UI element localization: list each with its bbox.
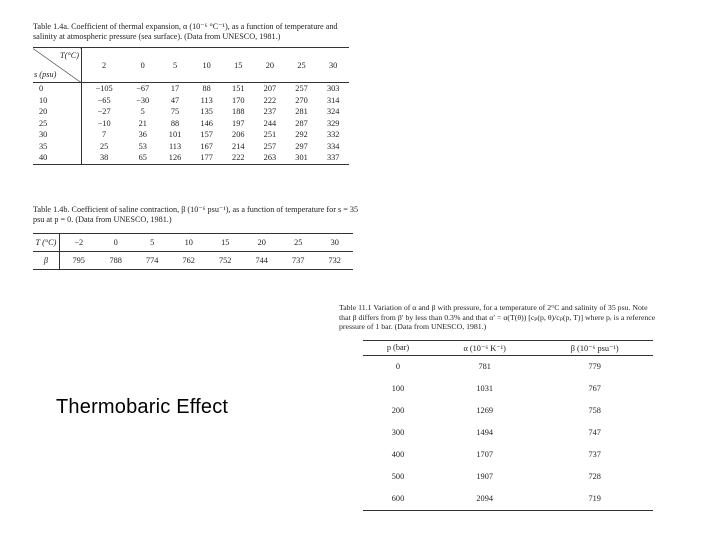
table-cell: 75 — [170, 107, 180, 117]
slide-title: Thermobaric Effect — [56, 396, 229, 418]
table-cell: 5 — [134, 234, 171, 252]
table-cell: 157 — [200, 130, 213, 140]
table-cell: 747 — [588, 428, 601, 438]
table-cell: 0 — [97, 234, 134, 252]
table-cell: 758 — [588, 406, 601, 416]
row-label-cell: 25 — [39, 118, 48, 128]
row-label-cell: 200 — [391, 406, 405, 416]
table-header-row — [33, 48, 349, 83]
header-cell: p (bar) — [363, 340, 433, 355]
table-cell: 222 — [232, 153, 245, 163]
table-1-4a — [33, 22, 353, 165]
row-label-cell: 0 — [395, 362, 401, 372]
table-cell: 88 — [202, 84, 211, 94]
table-cell: 257 — [263, 141, 277, 151]
header-cell: 25 — [286, 48, 318, 83]
table-cell: 257 — [295, 84, 308, 94]
table-cell: 732 — [328, 256, 341, 265]
table-cell: 762 — [182, 256, 195, 265]
table-cell: 1707 — [476, 450, 493, 460]
table-1-4b — [33, 205, 363, 270]
table-row — [363, 400, 653, 422]
table-cell: 292 — [295, 130, 308, 140]
table-cell: −10 — [82, 118, 127, 130]
table-cell: 15 — [207, 234, 244, 252]
table-cell: 36 — [138, 130, 147, 140]
table-cell: 167 — [200, 141, 213, 151]
table-cell: 126 — [168, 153, 182, 163]
row-label-cell: 600 — [391, 494, 405, 504]
table-row — [363, 466, 653, 488]
table-row — [363, 444, 653, 466]
header-cell: 2 — [82, 48, 127, 83]
table-row — [33, 106, 349, 118]
table-cell: 719 — [588, 494, 601, 504]
header-cell: 15 — [222, 48, 254, 83]
table-cell: 1907 — [476, 472, 493, 482]
table-cell: 188 — [232, 107, 245, 117]
table-cell: 297 — [295, 141, 308, 151]
temperature-row-label: T (°C) — [33, 234, 60, 252]
saline-contraction-table — [33, 233, 353, 270]
table-cell: 1031 — [476, 384, 493, 394]
table-cell: 781 — [478, 362, 491, 372]
table-cell: 135 — [200, 107, 213, 117]
table-cell: 263 — [263, 153, 277, 163]
temperature-axis-label: T(°C) — [60, 51, 79, 60]
table-11-1 — [339, 303, 657, 511]
table-cell: 774 — [145, 256, 159, 265]
table-cell: 251 — [263, 130, 277, 140]
table-row — [363, 422, 653, 444]
table-cell: 197 — [232, 118, 245, 128]
table-row — [33, 95, 349, 107]
table-cell: 101 — [168, 130, 182, 140]
beta-row-label: β — [33, 252, 60, 270]
table-row — [33, 152, 349, 164]
table-cell: 287 — [295, 118, 308, 128]
table-cell: 332 — [326, 130, 340, 140]
header-cell: 5 — [159, 48, 191, 83]
table-row — [363, 378, 653, 400]
table-cell: 767 — [588, 384, 601, 394]
table-cell: 17 — [170, 84, 180, 94]
table-cell: 329 — [326, 118, 340, 128]
table-cell: 206 — [232, 130, 245, 140]
header-cell: 30 — [317, 48, 349, 83]
table-row — [33, 141, 349, 153]
table-cell: 25 — [82, 141, 127, 153]
table-cell: 207 — [263, 84, 277, 94]
table-cell: −2 — [60, 234, 98, 252]
header-cell: 0 — [126, 48, 159, 83]
table-cell: 737 — [291, 256, 305, 265]
table-cell: 752 — [218, 256, 232, 265]
table-cell: 281 — [295, 107, 308, 117]
table-cell: −105 — [82, 83, 127, 95]
table-cell: 728 — [588, 472, 601, 482]
table-cell: 314 — [326, 95, 340, 105]
table-cell: −65 — [82, 95, 127, 107]
table-cell: 38 — [82, 152, 127, 164]
thermal-expansion-table — [33, 47, 349, 165]
row-label-cell: 0 — [39, 84, 44, 94]
table-cell: 303 — [326, 84, 340, 94]
header-cell: β (10⁻⁶ psu⁻¹) — [536, 340, 653, 355]
temperature-row — [33, 234, 353, 252]
row-label-cell: 10 — [39, 95, 48, 105]
corner-header-cell — [33, 48, 82, 83]
table-cell: −30 — [136, 95, 150, 105]
row-label-cell: 20 — [39, 107, 48, 117]
table-cell: 177 — [200, 153, 213, 163]
table-cell: 25 — [280, 234, 317, 252]
row-label-cell: 300 — [391, 428, 405, 438]
table-1-4a-caption: Table 1.4a. Coefficient of thermal expansion, α (10⁻⁶ °C⁻¹), as a function of temperature and salinity at atmospheric pressure (sea surface). (Data from UNESCO, 1981.) — [33, 22, 338, 41]
table-cell: 20 — [243, 234, 280, 252]
row-label-cell: 500 — [391, 472, 405, 482]
table-row — [363, 488, 653, 511]
table-cell: 113 — [200, 95, 213, 105]
header-cell: 20 — [254, 48, 286, 83]
table-header-row — [363, 340, 653, 355]
table-cell: 5 — [140, 107, 145, 117]
table-cell: 146 — [200, 118, 213, 128]
table-cell: 744 — [255, 256, 268, 265]
row-label-cell: 30 — [39, 130, 48, 140]
table-cell: 2094 — [476, 494, 493, 504]
table-cell: 47 — [170, 95, 180, 105]
table-cell: 244 — [263, 118, 277, 128]
table-cell: 237 — [263, 107, 277, 117]
table-cell: 170 — [232, 95, 245, 105]
table-cell: 324 — [326, 107, 340, 117]
table-cell: 151 — [232, 84, 245, 94]
salinity-axis-label: s (psu) — [34, 70, 57, 79]
beta-row — [33, 252, 353, 270]
table-cell: 270 — [295, 95, 308, 105]
table-cell: 301 — [295, 153, 308, 163]
table-cell: 88 — [170, 118, 180, 128]
table-cell: 222 — [263, 95, 277, 105]
table-row — [363, 355, 653, 378]
table-cell: 10 — [170, 234, 207, 252]
table-11-1-caption: Table 11.1 Variation of α and β with pressure, for a temperature of 2°C and salinity of 35 psu. Note that β differs from β′ by less than 0.3% and that α′ = α(T(θ)) [cₚ(p, θ)/cₚ(p, T)] where pᵣ is a reference pressure of 1 bar. (Data from UNESCO, 1981.) — [339, 303, 656, 332]
table-row — [33, 118, 349, 130]
table-cell: 214 — [232, 141, 245, 151]
table-cell: 737 — [588, 450, 601, 460]
row-label-cell: 35 — [39, 141, 48, 151]
table-cell: 795 — [72, 256, 85, 265]
table-cell: 21 — [138, 118, 147, 128]
table-1-4b-caption: Table 1.4b. Coefficient of saline contraction, β (10⁻⁶ psu⁻¹), as a function of temperature for s = 35 psu at p = 0. (Data from UNESCO, 1981.) — [33, 205, 359, 224]
table-cell: 65 — [138, 153, 147, 163]
table-row — [33, 83, 349, 95]
table-cell: 337 — [326, 153, 340, 163]
header-cell: α (10⁻⁶ K⁻¹) — [433, 340, 536, 355]
table-cell: −27 — [82, 106, 127, 118]
table-cell: 1269 — [476, 406, 493, 416]
table-cell: 334 — [326, 141, 340, 151]
table-cell: 788 — [109, 256, 122, 265]
row-label-cell: 100 — [391, 384, 405, 394]
table-cell: 779 — [588, 362, 601, 372]
table-cell: −67 — [136, 84, 150, 94]
table-cell: 1494 — [476, 428, 493, 438]
header-cell: 10 — [191, 48, 223, 83]
table-row — [33, 129, 349, 141]
pressure-variation-table — [363, 340, 653, 511]
row-label-cell: 400 — [391, 450, 405, 460]
row-label-cell: 40 — [39, 153, 48, 163]
table-cell: 30 — [316, 234, 353, 252]
table-cell: 53 — [138, 141, 147, 151]
table-cell: 113 — [168, 141, 182, 151]
table-cell: 7 — [82, 129, 127, 141]
